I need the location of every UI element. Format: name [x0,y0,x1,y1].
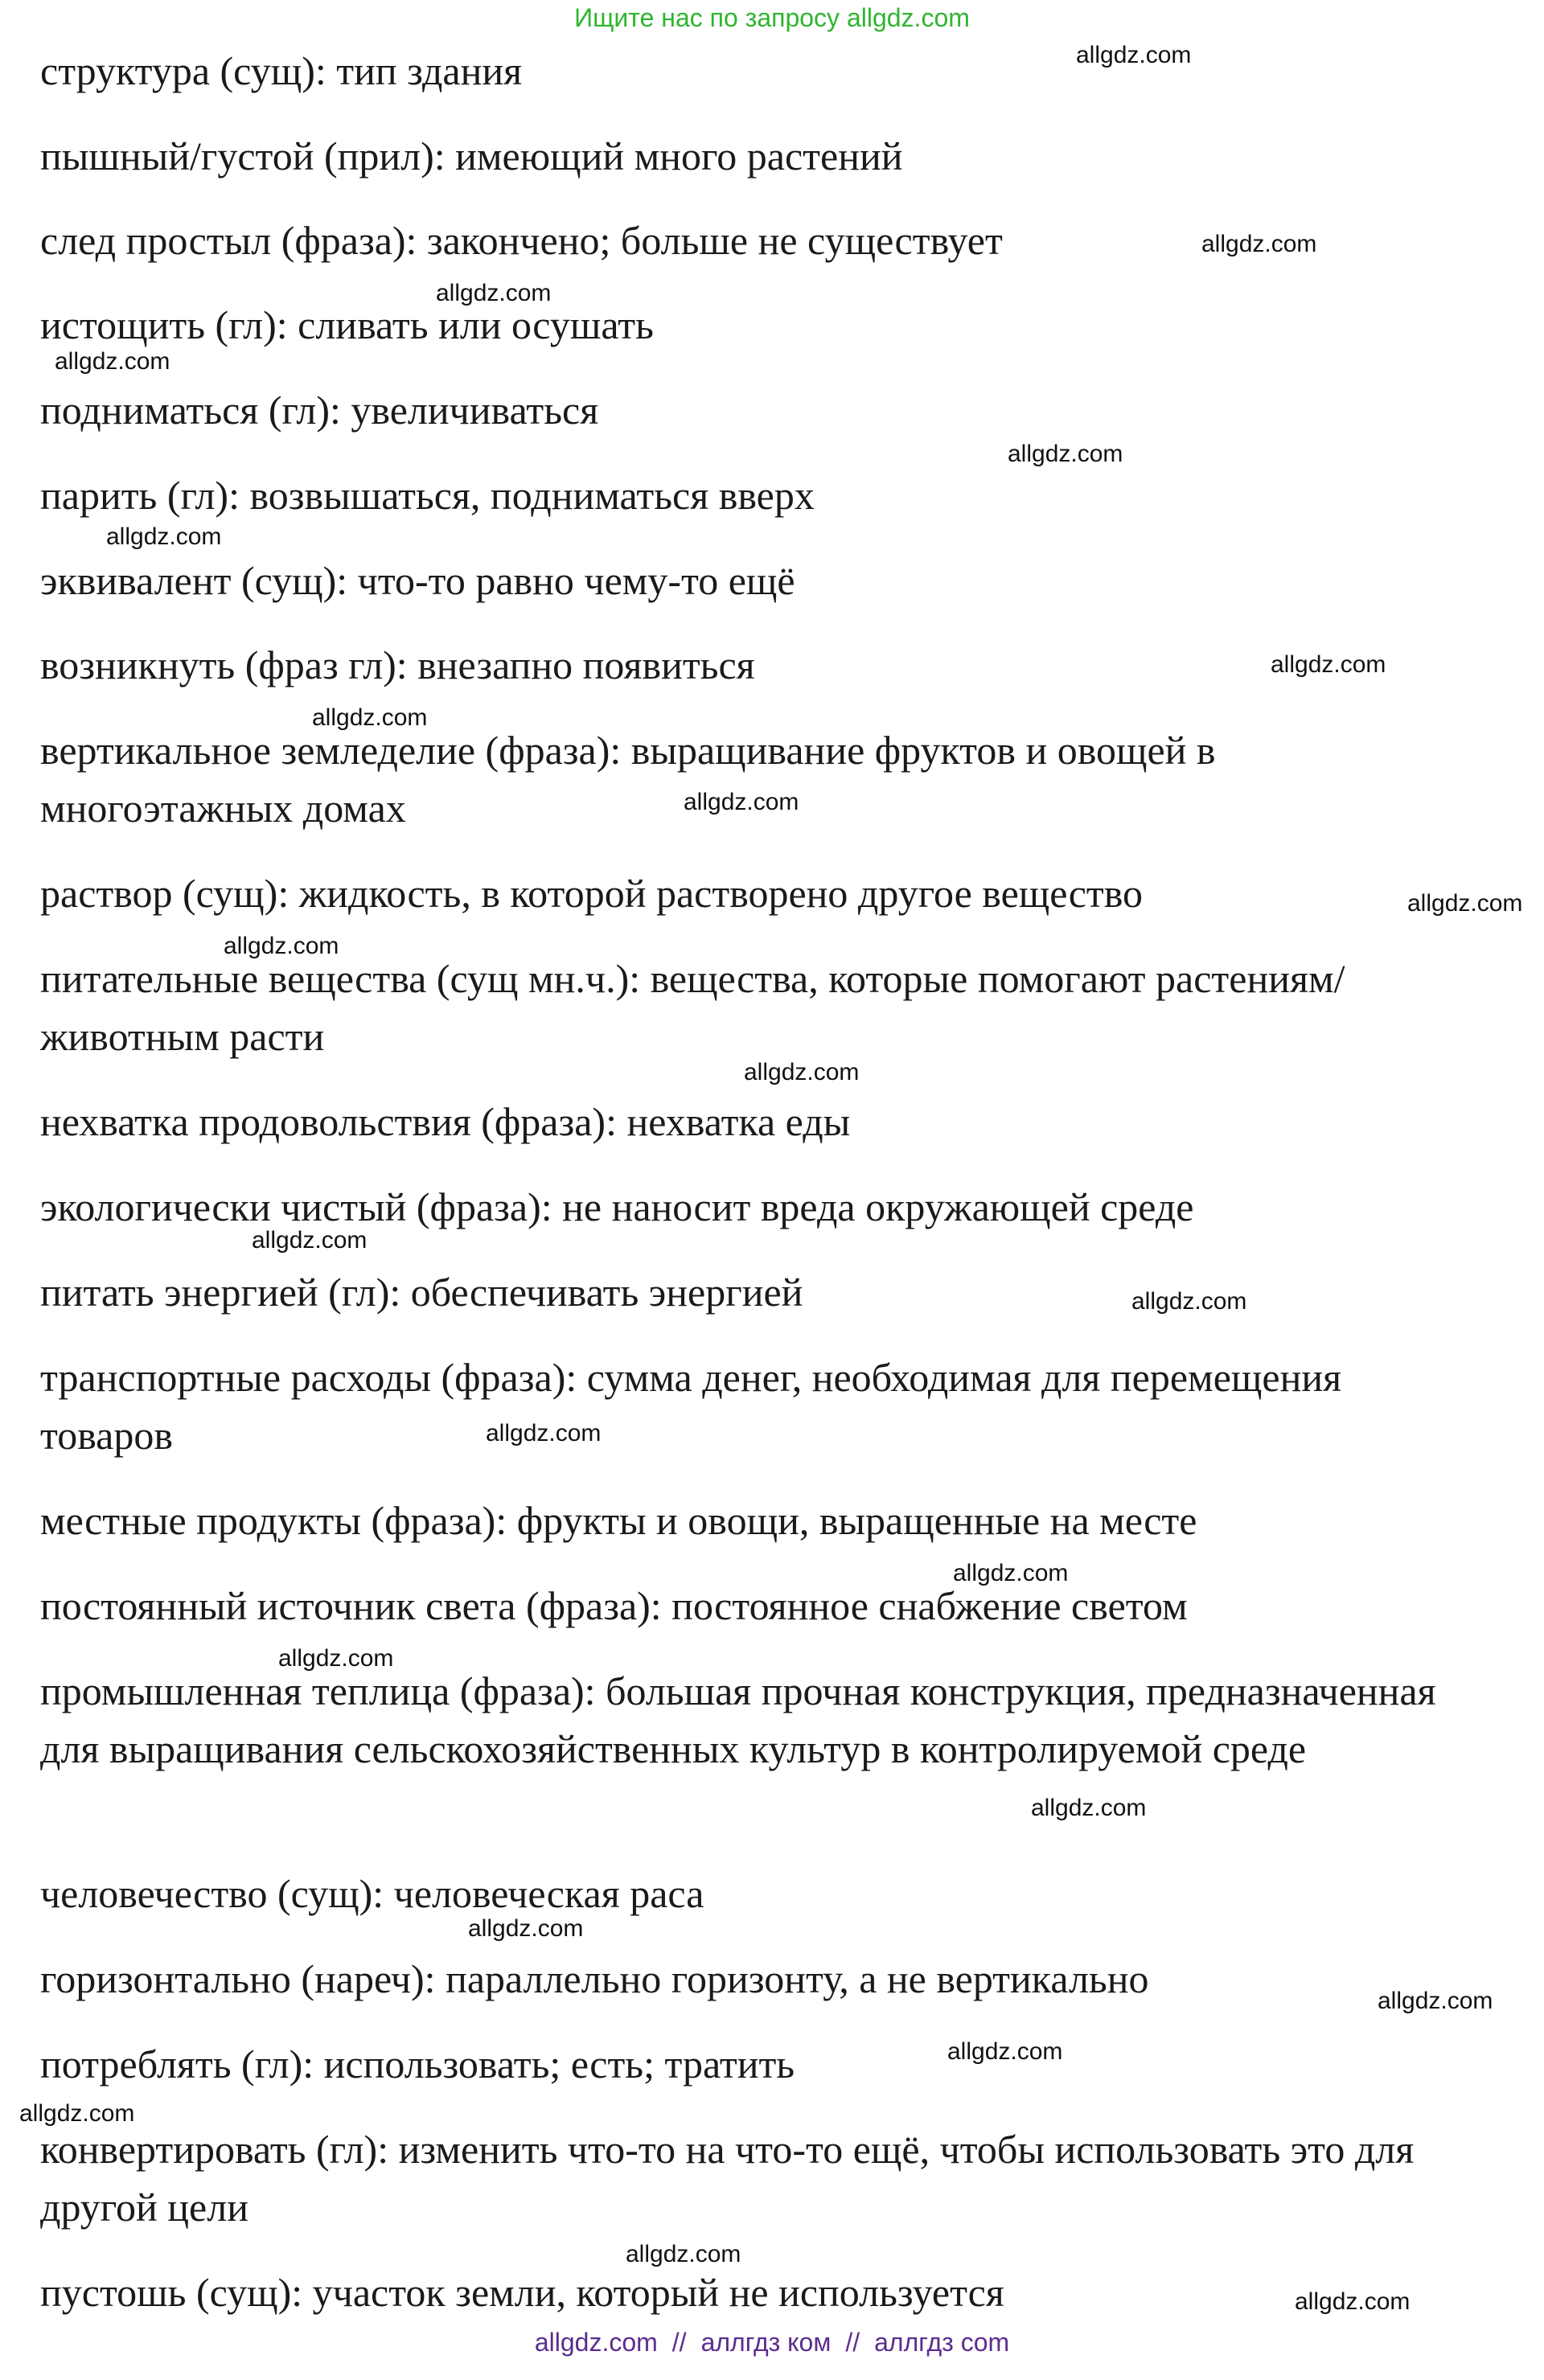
glossary-entry: питать энергией (гл): обеспечивать энергией [40,1270,803,1315]
glossary-entry: возникнуть (фраз гл): внезапно появиться [40,642,755,687]
glossary-entry: питательные вещества (сущ мн.ч.): вещества, которые помогают растениям/животным расти [40,956,1345,1059]
glossary-entry: экологически чистый (фраза): не наносит вреда окружающей среде [40,1184,1194,1229]
glossary-entry: структура (сущ): тип здания [40,48,523,93]
watermark: allgdz.com [55,348,170,375]
glossary-entry: вертикальное земледелие (фраза): выращивание фруктов и овощей в многоэтажных домах [40,728,1216,831]
glossary-entry: нехватка продовольствия (фраза): нехватка еды [40,1099,851,1144]
glossary-entry: потреблять (гл): использовать; есть; тратить [40,2041,795,2087]
footer-separator: // [845,2328,860,2357]
glossary-entry: истощить (гл): сливать или осушать [40,302,654,347]
watermark: allgdz.com [1407,890,1523,917]
watermark: allgdz.com [744,1059,860,1085]
footer-link-allgdz-kom[interactable]: аллгдз ком [700,2328,832,2357]
watermark: allgdz.com [1031,1795,1147,1821]
watermark: allgdz.com [278,1645,394,1672]
watermark: allgdz.com [684,789,799,815]
glossary-entry: пышный/густой (прил): имеющий много растений [40,133,903,178]
footer-link-allgdz[interactable]: allgdz.com [534,2328,658,2357]
watermark: allgdz.com [947,2038,1063,2065]
glossary-entry: транспортные расходы (фраза): сумма денег, необходимая для перемещения товаров [40,1355,1342,1458]
glossary-entry: подниматься (гл): увеличиваться [40,388,599,433]
watermark: allgdz.com [1131,1288,1247,1315]
watermark: allgdz.com [468,1915,584,1942]
glossary-entry: эквивалент (сущ): что-то равно чему-то ещё [40,558,795,603]
footer-separator: // [671,2328,687,2357]
watermark: allgdz.com [1378,1988,1493,2014]
watermark: allgdz.com [252,1227,368,1254]
glossary-entry: промышленная теплица (фраза): большая прочная конструкция, предназначенная для выращивания сельскохозяйственных культур в контролируемой среде [40,1668,1436,1771]
watermark: allgdz.com [436,280,552,306]
glossary-entry: горизонтально (нареч): параллельно горизонту, а не вертикально [40,1956,1149,2001]
watermark: allgdz.com [19,2100,135,2127]
watermark: allgdz.com [106,523,222,550]
watermark: allgdz.com [312,704,428,731]
glossary-entry: постоянный источник света (фраза): постоянное снабжение светом [40,1583,1188,1628]
footer-link-allgdz-com[interactable]: аллгдз com [874,2328,1010,2357]
glossary-entry: пустошь (сущ): участок земли, который не используется [40,2270,1004,2315]
footer-links [0,2326,1544,2358]
search-hint-link[interactable]: Ищите нас по запросу allgdz.com [574,3,970,32]
watermark: allgdz.com [1295,2288,1411,2315]
watermark: allgdz.com [626,2241,741,2267]
glossary-entry: человечество (сущ): человеческая раса [40,1871,704,1916]
glossary-entry: местные продукты (фраза): фрукты и овощи, выращенные на месте [40,1498,1197,1543]
watermark: allgdz.com [1076,42,1192,68]
glossary-entry: парить (гл): возвышаться, подниматься вверх [40,473,815,518]
watermark: allgdz.com [224,933,339,959]
watermark: allgdz.com [486,1420,602,1446]
glossary-entry: раствор (сущ): жидкость, в которой растворено другое вещество [40,871,1144,916]
watermark: allgdz.com [1008,441,1123,467]
watermark: allgdz.com [1201,231,1317,257]
watermark: allgdz.com [953,1560,1069,1586]
glossary-entry: конвертировать (гл): изменить что-то на что-то ещё, чтобы использовать это для другой цели [40,2127,1415,2230]
glossary-entry: след простыл (фраза): закончено; больше не существует [40,218,1003,263]
watermark: allgdz.com [1271,651,1386,678]
